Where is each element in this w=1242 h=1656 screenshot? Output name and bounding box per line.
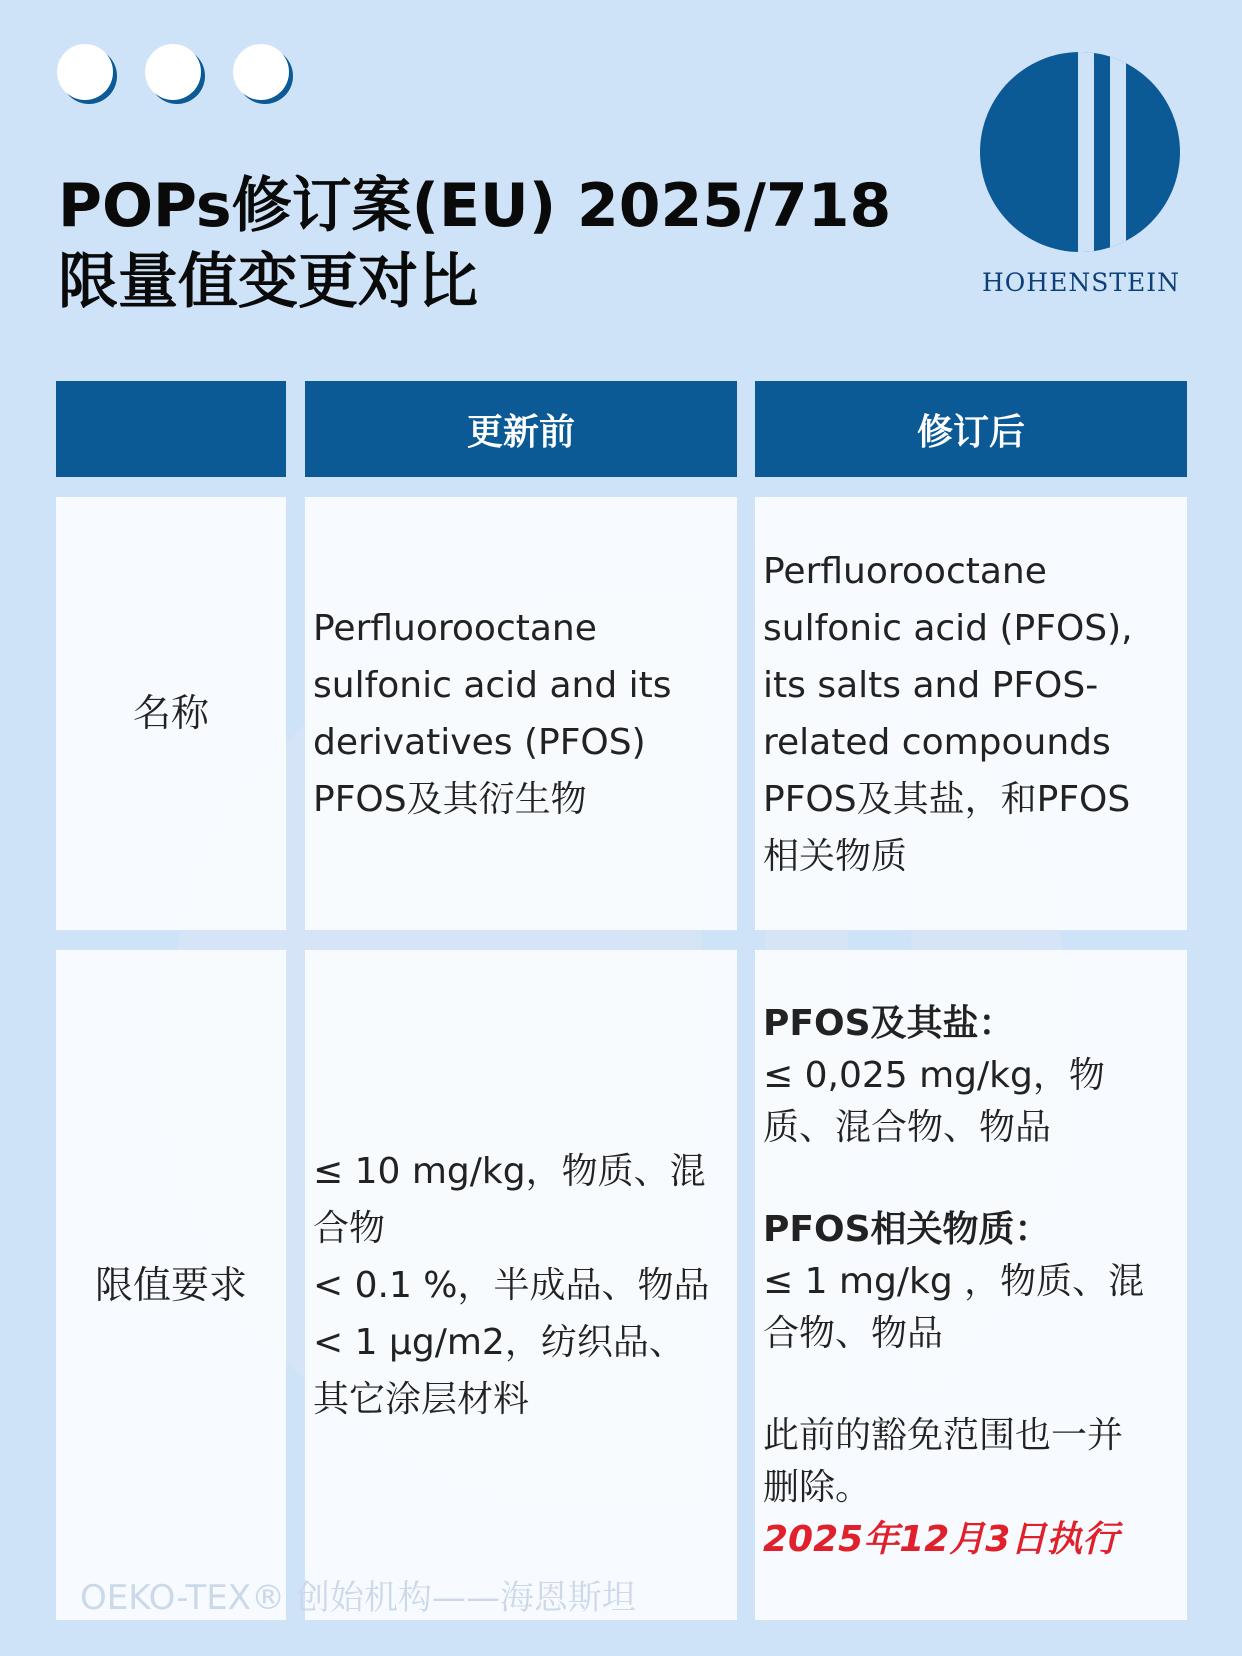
text-line: ≤ 0,025 mg/kg，物	[763, 1055, 1105, 1096]
text-line: PFOS及其盐，和PFOS	[763, 778, 1131, 820]
text-line: 合物	[313, 1207, 386, 1249]
text-line: 此前的豁免范围也一并	[763, 1415, 1124, 1456]
group2-heading: PFOS相关物质：	[763, 1209, 1051, 1250]
header-after: 修订后	[755, 381, 1187, 477]
text-line: ≤ 1 mg/kg ，物质、混	[763, 1261, 1145, 1302]
title-line-2: 限量值变更对比	[58, 247, 478, 317]
logo-text: HOHENSTEIN	[982, 268, 1181, 297]
text-line: sulfonic acid and its	[313, 664, 672, 706]
row-limit-label: 限值要求	[56, 950, 286, 1620]
text-line: 质、混合物、物品	[763, 1107, 1052, 1148]
text-line: its salts and PFOS-	[763, 664, 1099, 706]
text-line: Perfluorooctane	[313, 607, 597, 649]
row-limit-before	[305, 950, 737, 1620]
header-empty	[56, 381, 286, 477]
header-before: 更新前	[305, 381, 737, 477]
hohenstein-logo-icon	[980, 52, 1190, 302]
text-line: related compounds	[763, 721, 1111, 763]
text-line: derivatives (PFOS)	[313, 721, 646, 763]
page-title	[58, 168, 891, 320]
text-line: sulfonic acid (PFOS),	[763, 607, 1133, 649]
group1-heading: PFOS及其盐：	[763, 1003, 1015, 1044]
text-line: < 0.1 %，半成品、物品	[313, 1264, 710, 1306]
dot-2	[145, 44, 201, 100]
text-line: 删除。	[763, 1467, 872, 1508]
text-line: < 1 µg/m2，纺织品、	[313, 1321, 685, 1363]
row-name-before	[305, 497, 737, 930]
footer-watermark-text: OEKO-TEX® 创始机构——海恩斯坦	[80, 1578, 636, 1618]
effective-date: 2025年12月3日执行	[763, 1519, 1119, 1560]
window-dots	[57, 44, 289, 100]
text-line: 相关物质	[763, 835, 908, 877]
text-line: 合物、物品	[763, 1313, 944, 1354]
text-line: Perfluorooctane	[763, 550, 1047, 592]
title-line-1: POPs修订案(EU) 2025/718	[58, 171, 892, 241]
dot-1	[57, 44, 113, 100]
row-limit-after	[755, 950, 1187, 1620]
row-name-after	[755, 497, 1187, 930]
dot-3	[233, 44, 289, 100]
text-line: ≤ 10 mg/kg，物质、混	[313, 1150, 706, 1192]
text-line: PFOS及其衍生物	[313, 778, 587, 820]
row-name-label: 名称	[56, 497, 286, 930]
text-line: 其它涂层材料	[313, 1378, 530, 1420]
